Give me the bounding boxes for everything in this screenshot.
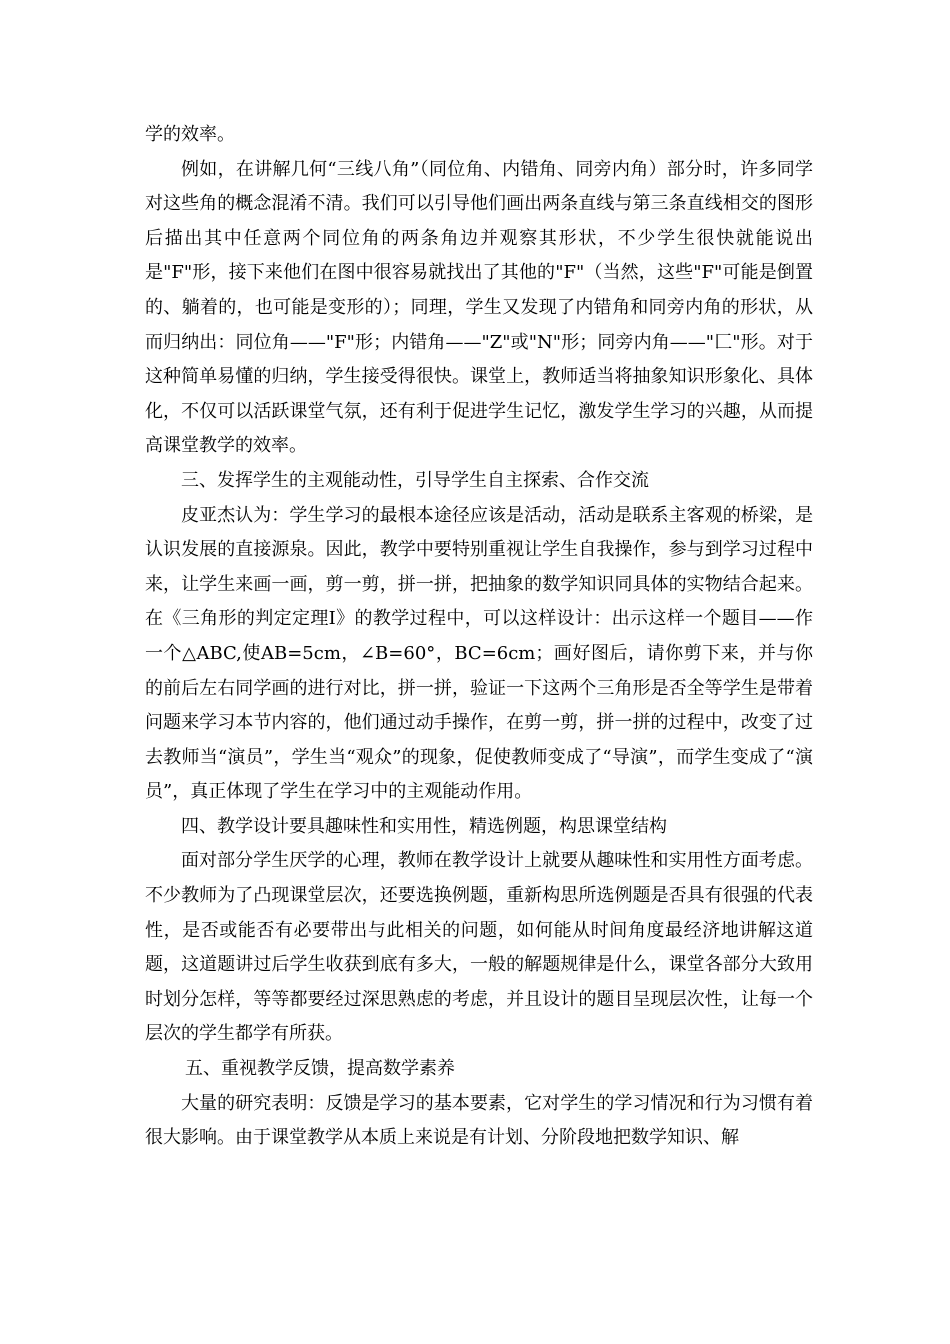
paragraph-feedback: 大量的研究表明：反馈是学习的基本要素，它对学生的学习情况和行为习惯有着很大影响。由于课堂教学从本质上来说是有计划、分阶段地把数学知识、解 bbox=[145, 1092, 813, 1149]
paragraph-continuation: 学的效率。 bbox=[145, 124, 235, 145]
section-heading-5: 五、重视教学反馈，提高数学素养 bbox=[185, 1058, 455, 1080]
section-heading-3: 三、发挥学生的主观能动性，引导学生自主探索、合作交流 bbox=[181, 469, 649, 491]
paragraph-example: 例如，在讲解几何“三线八角”（同位角、内错角、同旁内角）部分时，许多同学对这些角的概念混淆不清。我们可以引导他们画出两条直线与第三条直线相交的图形后描出其中任意两个同位角的两条角边并观察其形状，不少学生很快就能说出是"F"形，接下来他们在图中很容易就找出了其他的"F"（当然，这些"F"可能是倒置的、躺着的，也可能是变形的）；同理，学生又发现了内错角和同旁内角的形状，从而归纳出：同位角——"F"形；内错角——"Z"或"N"形；同旁内角——"匚"形。对于这种简单易懂的归纳，学生接受得很快。课堂上，教师适当将抽象知识形象化、具体化，不仅可以活跃课堂气氛，还有利于促进学生记忆，激发学生学习的兴趣，从而提高课堂教学的效率。 bbox=[145, 158, 813, 457]
paragraph-design: 面对部分学生厌学的心理，教师在教学设计上就要从趣味性和实用性方面考虑。不少教师为了凸现课堂层次，还要选换例题，重新构思所选例题是否具有很强的代表性，是否或能否有必要带出与此相关的问题，如何能从时间角度最经济地讲解这道题，这道题讲过后学生收获到底有多大，一般的解题规律是什么，课堂各部分大致用时划分怎样，等等都要经过深思熟虑的考虑，并且设计的题目呈现层次性，让每一个层次的学生都学有所获。 bbox=[145, 850, 813, 1045]
section-heading-4: 四、教学设计要具趣味性和实用性，精选例题，构思课堂结构 bbox=[181, 815, 667, 837]
body-text bbox=[145, 118, 813, 1156]
paragraph-piaget: 皮亚杰认为：学生学习的最根本途径应该是活动，活动是联系主客观的桥梁，是认识发展的直接源泉。因此，教学中要特别重视让学生自我操作，参与到学习过程中来，让学生来画一画，剪一剪，拼一拼，把抽象的数学知识同具体的实物结合起来。在《三角形的判定定理Ⅰ》的教学过程中，可以这样设计：出示这样一个题目——作一个△ABC,使AB=5cm，∠B=60°，BC=6cm；画好图后，请你剪下来，并与你的前后左右同学画的进行对比，拼一拼，验证一下这两个三角形是否全等学生是带着问题来学习本节内容的，他们通过动手操作，在剪一剪，拼一拼的过程中，改变了过去教师当“演员”，学生当“观众”的现象，促使教师变成了“导演”，而学生变成了“演员”，真正体现了学生在学习中的主观能动作用。 bbox=[145, 504, 813, 803]
